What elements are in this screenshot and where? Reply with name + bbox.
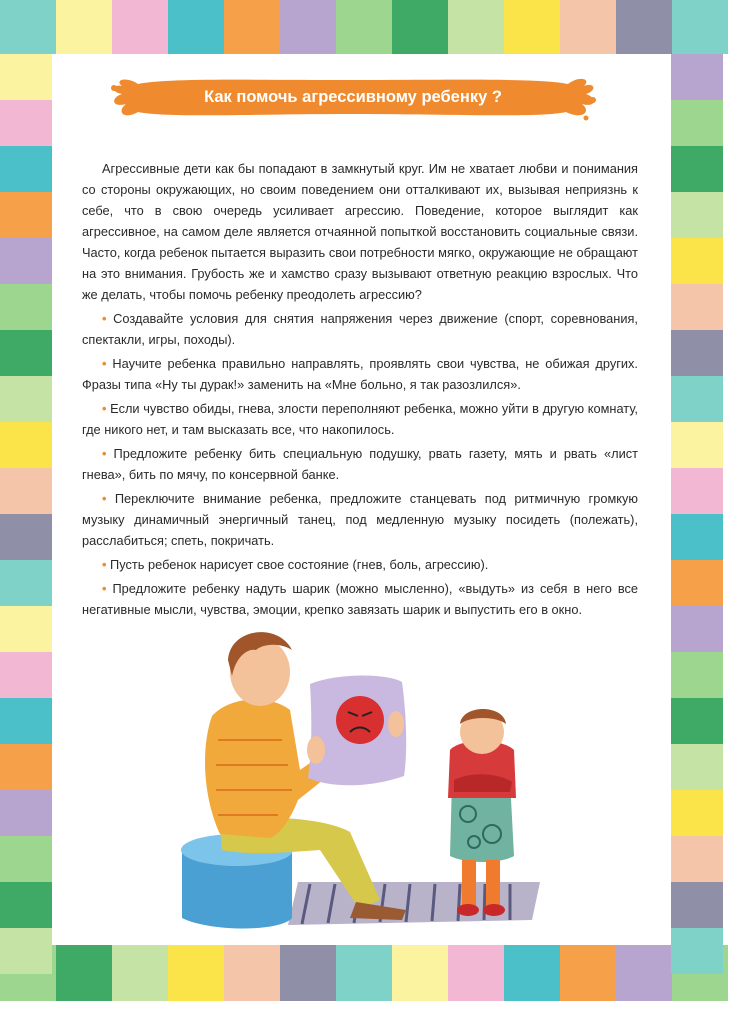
border-tile xyxy=(560,945,616,1001)
striped-rug xyxy=(288,882,540,925)
border-tile xyxy=(0,238,52,284)
border-tile xyxy=(0,54,52,100)
border-tile xyxy=(112,945,168,1001)
tip-item xyxy=(82,578,638,620)
border-tile xyxy=(560,0,616,54)
article-body xyxy=(82,158,638,620)
title-banner xyxy=(108,74,598,130)
border-tile xyxy=(448,0,504,54)
intro-paragraph: Агрессивные дети как бы попадают в замкнутый круг. Им не хватает любви и понимания со стороны окружающих, но своим поведением они отталкивают их, вызывая неприязнь к себе, что в свою очередь усиливает агрессию. Поведение, которое выглядит как агрессивное, на самом деле является отчаянной попыткой восстановить социальные связи. Часто, когда ребенок пытается выразить свои потребности мягко, окружающие не обращают на это внимания. Грубость же и хамство сразу вызывают ответную реакцию взрослых. Что же делать, чтобы помочь ребенку преодолеть агрессию? xyxy=(82,161,638,302)
border-tile xyxy=(280,0,336,54)
tip-text: Предложите ребенку бить специальную подушку, рвать газету, мять и рвать «лист гнева», бить по мячу, по консервной банке. xyxy=(82,446,638,482)
bullet-icon: • xyxy=(102,557,107,572)
border-tile xyxy=(0,606,52,652)
tips-list xyxy=(82,308,638,620)
border-tile xyxy=(671,836,723,882)
border-tile xyxy=(504,945,560,1001)
tip-item xyxy=(82,398,638,440)
border-tile xyxy=(224,0,280,54)
border-tile xyxy=(112,0,168,54)
border-tile xyxy=(0,0,56,54)
bullet-icon: • xyxy=(102,446,107,461)
border-tile xyxy=(0,330,52,376)
border-tile xyxy=(392,0,448,54)
tip-item xyxy=(82,554,638,575)
border-tile xyxy=(0,744,52,790)
tip-item xyxy=(82,353,638,395)
border-tile xyxy=(224,945,280,1001)
border-tile xyxy=(0,928,52,974)
tip-text: Переключите внимание ребенка, предложите станцевать под ритмичную громкую музыку динамичный энергичный танец, под медленную музыку посидеть (полежать), расслабиться; спеть, покричать. xyxy=(82,491,638,548)
border-tile xyxy=(671,514,723,560)
border-tile xyxy=(0,652,52,698)
border-tile xyxy=(671,422,723,468)
bullet-icon: • xyxy=(102,311,107,326)
border-tile xyxy=(56,945,112,1001)
border-tile xyxy=(0,192,52,238)
border-tile xyxy=(671,560,723,606)
border-tile xyxy=(0,100,52,146)
border-tile xyxy=(672,0,728,54)
border-tile xyxy=(671,376,723,422)
border-tile xyxy=(0,514,52,560)
border-tile xyxy=(0,376,52,422)
bullet-icon: • xyxy=(102,581,107,596)
border-tile xyxy=(0,836,52,882)
tip-text: Если чувство обиды, гнева, злости переполняют ребенка, можно уйти в другую комнату, где никого нет, и там высказать все, что накопилось. xyxy=(82,401,638,437)
tip-text: Предложите ребенку надуть шарик (можно мысленно), «выдуть» из себя в него все негативные мысли, чувства, эмоции, крепко завязать шарик и выпустить его в окно. xyxy=(82,581,639,617)
border-tile xyxy=(168,0,224,54)
bullet-icon: • xyxy=(102,491,107,506)
border-tile xyxy=(671,330,723,376)
tip-text: Пусть ребенок нарисует свое состояние (гнев, боль, агрессию). xyxy=(110,557,489,572)
border-tile xyxy=(0,790,52,836)
border-tile xyxy=(168,945,224,1001)
illustration-father-and-boy xyxy=(170,620,550,940)
border-tile xyxy=(671,100,723,146)
border-tile xyxy=(616,945,672,1001)
border-tile xyxy=(671,468,723,514)
tip-item xyxy=(82,308,638,350)
border-tile xyxy=(0,560,52,606)
border-tile xyxy=(671,652,723,698)
border-tile xyxy=(671,928,723,974)
border-tile xyxy=(671,698,723,744)
bullet-icon: • xyxy=(102,356,107,371)
tip-text: Создавайте условия для снятия напряжения через движение (спорт, соревнования, спектакли, игры, походы). xyxy=(82,311,638,347)
border-tile xyxy=(448,945,504,1001)
border-tile xyxy=(0,698,52,744)
border-tile xyxy=(671,54,723,100)
border-tile xyxy=(56,0,112,54)
border-tile xyxy=(336,945,392,1001)
border-tile xyxy=(671,146,723,192)
border-tile xyxy=(671,606,723,652)
tip-item xyxy=(82,488,638,551)
bullet-icon: • xyxy=(102,401,107,416)
border-tile xyxy=(0,146,52,192)
border-tile xyxy=(392,945,448,1001)
border-tile xyxy=(671,744,723,790)
angry-face-drawing xyxy=(336,696,384,744)
border-tile xyxy=(336,0,392,54)
border-tile xyxy=(671,238,723,284)
border-tile xyxy=(671,192,723,238)
border-tile xyxy=(616,0,672,54)
tip-item xyxy=(82,443,638,485)
border-tile xyxy=(671,882,723,928)
page-title: Как помочь агрессивному ребенку ? xyxy=(204,88,502,106)
border-tile xyxy=(504,0,560,54)
border-tile xyxy=(671,790,723,836)
border-tile xyxy=(280,945,336,1001)
border-tile xyxy=(0,422,52,468)
tip-text: Научите ребенка правильно направлять, проявлять свои чувства, не обижая других. Фразы типа «Ну ты дурак!» заменить на «Мне больно, я так разозлился». xyxy=(82,356,638,392)
border-tile xyxy=(0,468,52,514)
border-tile xyxy=(0,882,52,928)
border-tile xyxy=(671,284,723,330)
border-tile xyxy=(0,284,52,330)
